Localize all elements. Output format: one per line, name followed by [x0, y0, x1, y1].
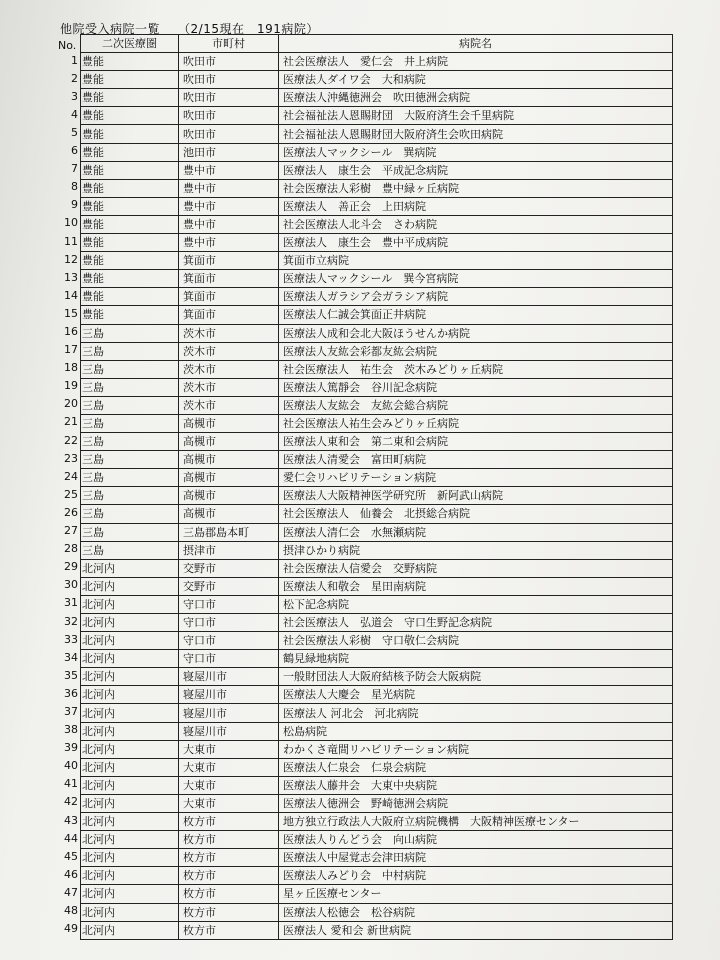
area-cell: 豊能 [81, 107, 179, 125]
hospital-cell: 星ヶ丘医療センター [279, 885, 673, 903]
area-cell: 豊能 [81, 89, 179, 107]
city-cell: 茨木市 [179, 342, 279, 360]
table-row [81, 469, 673, 487]
hospital-cell: 医療法人藤井会 大東中央病院 [279, 776, 673, 794]
city-cell: 箕面市 [179, 270, 279, 288]
city-cell: 池田市 [179, 143, 279, 161]
row-number: 7 [71, 162, 78, 176]
row-number: 16 [64, 325, 78, 338]
table-row [81, 179, 673, 197]
area-cell: 北河内 [81, 577, 179, 595]
city-cell: 寝屋川市 [179, 722, 279, 740]
area-cell: 三島 [81, 523, 179, 541]
row-number: 42 [64, 795, 78, 809]
hospital-cell: 医療法人マックシール 巽今宮病院 [279, 270, 673, 288]
area-cell: 豊能 [81, 234, 179, 252]
row-number: 37 [64, 704, 78, 718]
table-row [81, 306, 673, 324]
table-row [81, 197, 673, 215]
table-row [81, 704, 673, 722]
area-cell: 三島 [81, 378, 179, 396]
area-cell: 北河内 [81, 650, 179, 668]
city-cell: 枚方市 [179, 921, 279, 939]
row-number: 6 [71, 144, 78, 158]
hospital-cell: 社会福祉法人恩賜財団大阪府済生会吹田病院 [279, 125, 673, 143]
city-cell: 高槻市 [179, 469, 279, 487]
city-cell: 豊中市 [179, 215, 279, 233]
hospital-cell: 医療法人 善正会 上田病院 [279, 197, 673, 215]
row-number: 8 [71, 180, 78, 194]
city-cell: 吹田市 [179, 53, 279, 71]
table-row [81, 234, 673, 252]
row-number: 41 [64, 777, 78, 791]
hospital-cell: 愛仁会リハビリテーション病院 [279, 469, 673, 487]
area-column-header: 二次医療圏 [81, 35, 179, 53]
table-row [81, 71, 673, 89]
city-cell: 守口市 [179, 614, 279, 632]
row-number: 35 [64, 668, 78, 682]
table-row [81, 885, 673, 903]
city-cell: 三島郡島本町 [179, 523, 279, 541]
row-number: 4 [71, 107, 78, 121]
hospital-cell: 医療法人沖縄徳洲会 吹田徳洲会病院 [279, 89, 673, 107]
area-cell: 三島 [81, 414, 179, 432]
city-cell: 吹田市 [179, 89, 279, 107]
hospital-cell: 医療法人ダイワ会 大和病院 [279, 71, 673, 89]
table-row [81, 740, 673, 758]
row-number: 12 [64, 252, 78, 266]
table-row [81, 342, 673, 360]
row-number: 22 [64, 433, 78, 447]
area-cell: 北河内 [81, 831, 179, 849]
area-cell: 北河内 [81, 794, 179, 812]
table-row [81, 143, 673, 161]
city-cell: 箕面市 [179, 306, 279, 324]
city-cell: 大東市 [179, 758, 279, 776]
area-cell: 三島 [81, 342, 179, 360]
table-row [81, 614, 673, 632]
city-cell: 交野市 [179, 577, 279, 595]
city-cell: 豊中市 [179, 161, 279, 179]
hospital-cell: 社会医療法人北斗会 さわ病院 [279, 215, 673, 233]
hospital-column-header: 病院名 [279, 35, 673, 53]
city-cell: 枚方市 [179, 813, 279, 831]
row-number: 27 [64, 524, 78, 538]
hospital-cell: 医療法人松徳会 松谷病院 [279, 903, 673, 921]
row-number: 26 [64, 505, 78, 519]
area-cell: 北河内 [81, 668, 179, 686]
hospital-cell: 医療法人マックシール 巽病院 [279, 143, 673, 161]
city-cell: 大東市 [179, 740, 279, 758]
table-row [81, 595, 673, 613]
area-cell: 北河内 [81, 867, 179, 885]
hospital-cell: 社会医療法人 祐生会 茨木みどりヶ丘病院 [279, 360, 673, 378]
city-cell: 守口市 [179, 632, 279, 650]
city-cell: 高槻市 [179, 487, 279, 505]
city-cell: 箕面市 [179, 288, 279, 306]
area-cell: 豊能 [81, 215, 179, 233]
table-row [81, 107, 673, 125]
table-row [81, 161, 673, 179]
area-cell: 豊能 [81, 306, 179, 324]
hospital-cell: 社会医療法人 愛仁会 井上病院 [279, 53, 673, 71]
area-cell: 豊能 [81, 197, 179, 215]
city-cell: 豊中市 [179, 197, 279, 215]
table-row [81, 523, 673, 541]
hospital-cell: 鶴見緑地病院 [279, 650, 673, 668]
row-number: 30 [64, 578, 78, 592]
status-note: （2/15現在 191病院） [178, 22, 319, 36]
table-row [81, 577, 673, 595]
row-number: 38 [64, 723, 78, 737]
hospital-cell: 社会医療法人彩樹 守口敬仁会病院 [279, 632, 673, 650]
row-number: 17 [64, 343, 78, 357]
row-number: 13 [64, 270, 78, 284]
city-cell: 豊中市 [179, 234, 279, 252]
area-cell: 三島 [81, 433, 179, 451]
city-cell: 交野市 [179, 559, 279, 577]
city-cell: 枚方市 [179, 885, 279, 903]
table-row [81, 632, 673, 650]
hospital-cell: 医療法人大阪精神医学研究所 新阿武山病院 [279, 487, 673, 505]
row-number: 47 [64, 885, 78, 899]
row-number: 39 [64, 741, 78, 755]
row-number: 14 [64, 288, 78, 302]
area-cell: 三島 [81, 541, 179, 559]
city-cell: 箕面市 [179, 252, 279, 270]
area-cell: 北河内 [81, 632, 179, 650]
hospital-cell: 医療法人和敬会 星田南病院 [279, 577, 673, 595]
row-number: 40 [64, 759, 78, 773]
city-cell: 枚方市 [179, 849, 279, 867]
city-cell: 高槻市 [179, 451, 279, 469]
area-cell: 北河内 [81, 849, 179, 867]
city-cell: 枚方市 [179, 903, 279, 921]
area-cell: 北河内 [81, 614, 179, 632]
table-row [81, 324, 673, 342]
hospital-cell: 社会医療法人信愛会 交野病院 [279, 559, 673, 577]
area-cell: 北河内 [81, 740, 179, 758]
hospital-cell: 医療法人清愛会 富田町病院 [279, 451, 673, 469]
area-cell: 北河内 [81, 758, 179, 776]
hospital-cell: 地方独立行政法人大阪府立病院機構 大阪精神医療センター [279, 813, 673, 831]
table-row [81, 215, 673, 233]
hospital-cell: 医療法人 康生会 平成記念病院 [279, 161, 673, 179]
city-column-header: 市町村 [179, 35, 279, 53]
row-number: 5 [71, 125, 78, 139]
hospital-cell: 医療法人みどり会 中村病院 [279, 867, 673, 885]
hospital-cell: 松下記念病院 [279, 595, 673, 613]
row-number: 2 [71, 71, 78, 85]
table-row [81, 270, 673, 288]
table-row [81, 89, 673, 107]
hospital-cell: 医療法人成和会北大阪ほうせんか病院 [279, 324, 673, 342]
table-row [81, 487, 673, 505]
table-row [81, 849, 673, 867]
hospital-cell: 医療法人 康生会 豊中平成病院 [279, 234, 673, 252]
table-row [81, 252, 673, 270]
no-column-header: No. [58, 39, 77, 52]
row-number: 43 [64, 813, 78, 827]
table-row [81, 505, 673, 523]
hospital-cell: 箕面市立病院 [279, 252, 673, 270]
city-cell: 高槻市 [179, 414, 279, 432]
area-cell: 北河内 [81, 885, 179, 903]
hospital-cell: 医療法人清仁会 水無瀬病院 [279, 523, 673, 541]
area-cell: 三島 [81, 396, 179, 414]
table-row [81, 813, 673, 831]
table-row [81, 288, 673, 306]
row-number: 31 [64, 596, 78, 610]
city-cell: 高槻市 [179, 433, 279, 451]
row-number: 34 [64, 650, 78, 664]
hospital-cell: 医療法人仁誠会箕面正井病院 [279, 306, 673, 324]
hospital-cell: 摂津ひかり病院 [279, 541, 673, 559]
city-cell: 茨木市 [179, 324, 279, 342]
city-cell: 枚方市 [179, 831, 279, 849]
area-cell: 豊能 [81, 270, 179, 288]
table-row [81, 360, 673, 378]
row-number: 29 [64, 560, 78, 574]
area-cell: 豊能 [81, 53, 179, 71]
area-cell: 豊能 [81, 179, 179, 197]
area-cell: 三島 [81, 324, 179, 342]
area-cell: 北河内 [81, 776, 179, 794]
row-number: 11 [64, 234, 78, 248]
area-cell: 豊能 [81, 71, 179, 89]
table-row [81, 921, 673, 939]
table-row [81, 831, 673, 849]
hospital-cell: 社会福祉法人恩賜財団 大阪府済生会千里病院 [279, 107, 673, 125]
area-cell: 北河内 [81, 903, 179, 921]
area-cell: 北河内 [81, 686, 179, 704]
hospital-cell: 社会医療法人 仙養会 北摂総合病院 [279, 505, 673, 523]
hospital-cell: 医療法人 愛和会 新世病院 [279, 921, 673, 939]
area-cell: 豊能 [81, 143, 179, 161]
hospital-cell: 医療法人 河北会 河北病院 [279, 704, 673, 722]
table-row [81, 53, 673, 71]
table-row [81, 758, 673, 776]
row-number: 48 [64, 904, 78, 917]
city-cell: 豊中市 [179, 179, 279, 197]
row-number: 28 [64, 542, 78, 556]
area-cell: 北河内 [81, 595, 179, 613]
area-cell: 三島 [81, 451, 179, 469]
area-cell: 北河内 [81, 921, 179, 939]
hospital-cell: 医療法人徳洲会 野崎徳洲会病院 [279, 794, 673, 812]
area-cell: 三島 [81, 360, 179, 378]
row-number: 25 [64, 487, 78, 501]
table-row [81, 396, 673, 414]
city-cell: 吹田市 [179, 107, 279, 125]
row-number: 15 [64, 306, 78, 320]
hospital-table [80, 34, 673, 940]
hospital-cell: わかくさ竜間リハビリテーション病院 [279, 740, 673, 758]
hospital-cell: 一般財団法人大阪府結核予防会大阪病院 [279, 668, 673, 686]
area-cell: 北河内 [81, 722, 179, 740]
area-cell: 豊能 [81, 125, 179, 143]
hospital-cell: 医療法人仁泉会 仁泉会病院 [279, 758, 673, 776]
hospital-cell: 社会医療法人祐生会みどりヶ丘病院 [279, 414, 673, 432]
table-row [81, 903, 673, 921]
row-number: 24 [64, 469, 78, 483]
hospital-cell: 医療法人中屋覚志会津田病院 [279, 849, 673, 867]
row-number: 19 [64, 379, 78, 393]
table-row [81, 650, 673, 668]
area-cell: 三島 [81, 487, 179, 505]
row-number: 33 [64, 632, 78, 646]
table-row [81, 378, 673, 396]
area-cell: 北河内 [81, 559, 179, 577]
hospital-cell: 医療法人ガラシア会ガラシア病院 [279, 288, 673, 306]
table-row [81, 451, 673, 469]
area-cell: 三島 [81, 505, 179, 523]
city-cell: 寝屋川市 [179, 686, 279, 704]
hospital-cell: 医療法人友紘会 友紘会総合病院 [279, 396, 673, 414]
hospital-cell: 社会医療法人彩樹 豊中緑ヶ丘病院 [279, 179, 673, 197]
city-cell: 茨木市 [179, 396, 279, 414]
row-number: 18 [64, 361, 78, 375]
hospital-cell: 医療法人篤靜会 谷川記念病院 [279, 378, 673, 396]
table-row [81, 668, 673, 686]
area-cell: 豊能 [81, 288, 179, 306]
table-row [81, 686, 673, 704]
city-cell: 寝屋川市 [179, 704, 279, 722]
area-cell: 豊能 [81, 252, 179, 270]
area-cell: 三島 [81, 469, 179, 487]
hospital-cell: 社会医療法人 弘道会 守口生野記念病院 [279, 614, 673, 632]
hospital-cell: 医療法人友紘会彩都友紘会病院 [279, 342, 673, 360]
row-number: 36 [64, 686, 78, 700]
city-cell: 高槻市 [179, 505, 279, 523]
row-number: 45 [64, 849, 78, 863]
table-row [81, 776, 673, 794]
city-cell: 茨木市 [179, 378, 279, 396]
row-number: 1 [71, 53, 78, 67]
table-row [81, 722, 673, 740]
row-number: 23 [64, 451, 78, 465]
city-cell: 枚方市 [179, 867, 279, 885]
city-cell: 吹田市 [179, 125, 279, 143]
city-cell: 寝屋川市 [179, 668, 279, 686]
table-row [81, 559, 673, 577]
row-number: 44 [64, 831, 78, 845]
city-cell: 吹田市 [179, 71, 279, 89]
table-row [81, 125, 673, 143]
row-number: 21 [64, 415, 78, 429]
table-row [81, 794, 673, 812]
row-number: 46 [64, 867, 78, 881]
row-number: 3 [71, 89, 78, 103]
row-number: 10 [64, 216, 78, 230]
table-row [81, 541, 673, 559]
row-number: 9 [71, 198, 78, 212]
hospital-cell: 医療法人東和会 第二東和会病院 [279, 433, 673, 451]
area-cell: 北河内 [81, 704, 179, 722]
city-cell: 守口市 [179, 650, 279, 668]
table-body [81, 53, 673, 940]
area-cell: 北河内 [81, 813, 179, 831]
table-row [81, 867, 673, 885]
row-number: 20 [64, 397, 78, 411]
city-cell: 摂津市 [179, 541, 279, 559]
city-cell: 守口市 [179, 595, 279, 613]
table-header-row [81, 35, 673, 53]
city-cell: 大東市 [179, 776, 279, 794]
hospital-cell: 医療法人大慶会 星光病院 [279, 686, 673, 704]
hospital-cell: 医療法人りんどう会 向山病院 [279, 831, 673, 849]
city-cell: 大東市 [179, 794, 279, 812]
hospital-cell: 松島病院 [279, 722, 673, 740]
row-number: 49 [64, 922, 78, 936]
table-row [81, 433, 673, 451]
document-title: 他院受入病院一覧 [60, 22, 161, 36]
table-row [81, 414, 673, 432]
city-cell: 茨木市 [179, 360, 279, 378]
area-cell: 豊能 [81, 161, 179, 179]
row-number: 32 [64, 614, 78, 628]
